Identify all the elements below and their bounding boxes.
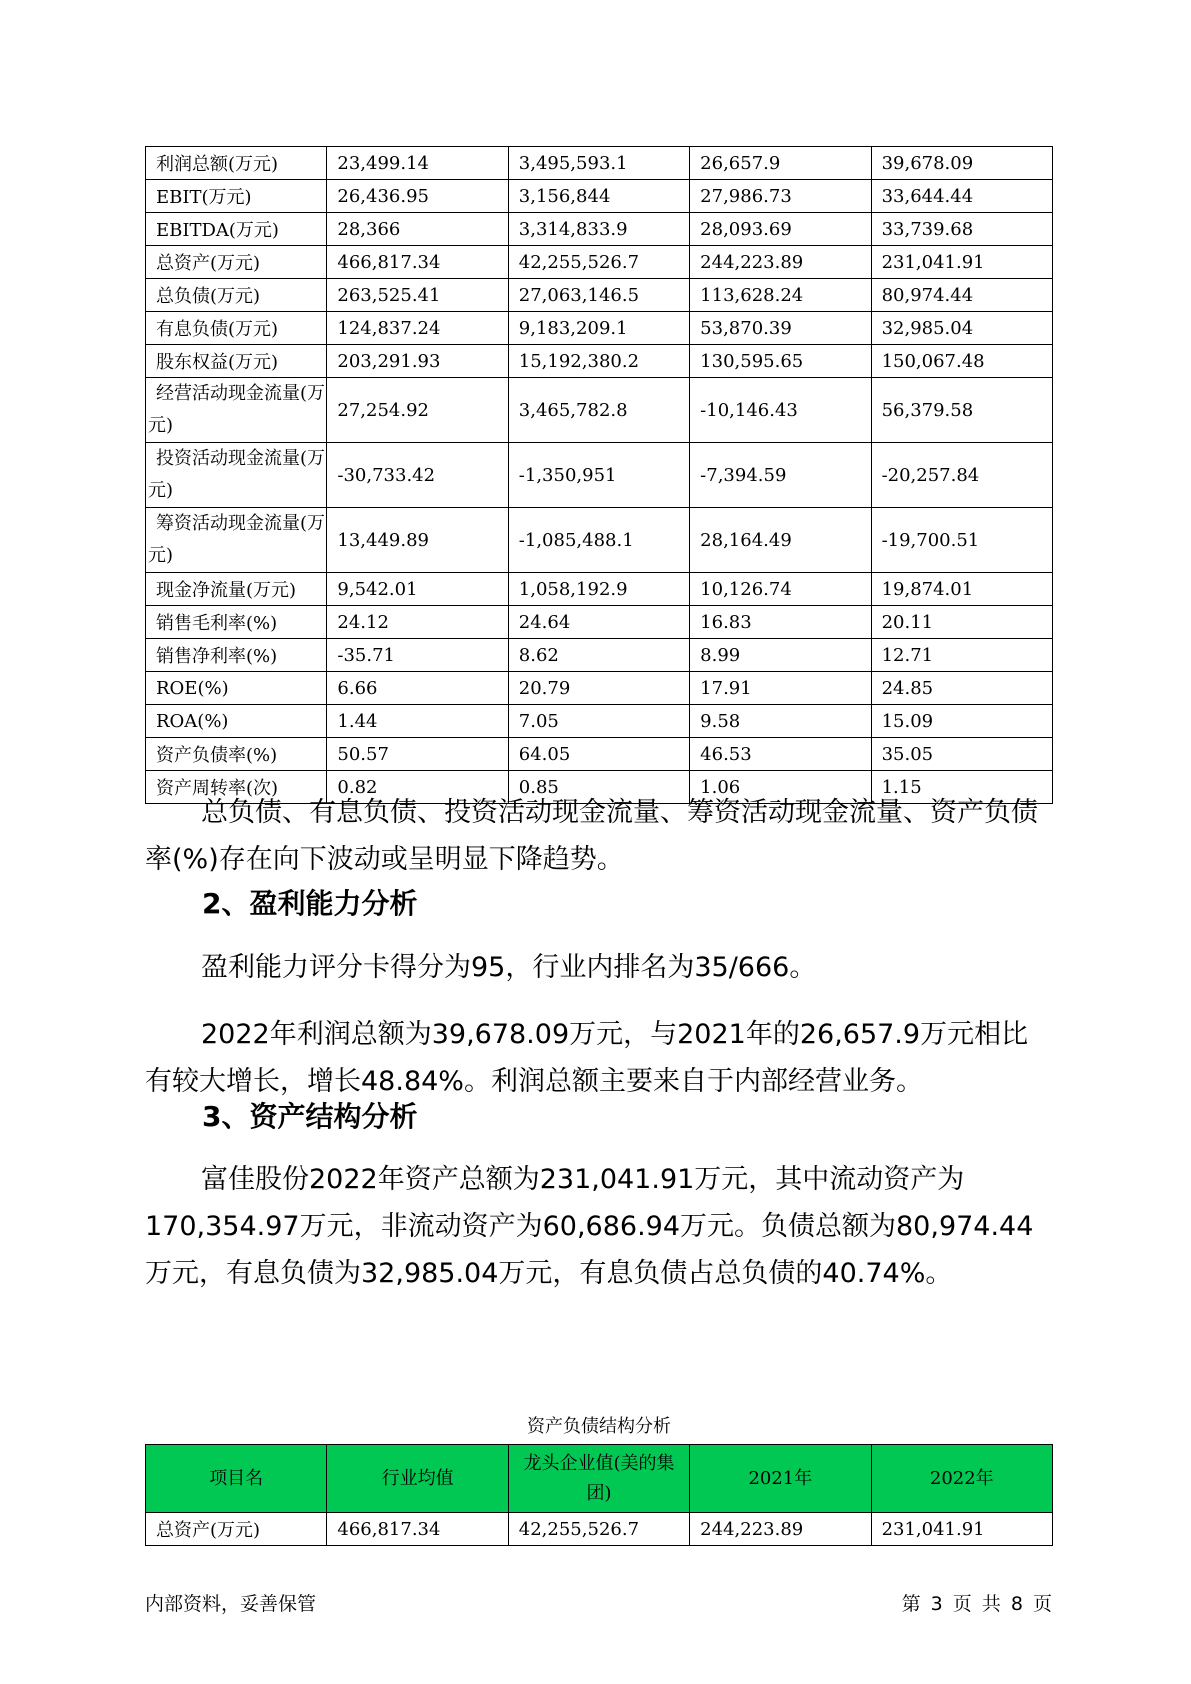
table-row: [146, 573, 1053, 606]
table-cell: 1,058,192.9: [508, 573, 689, 606]
table-cell: 33,644.44: [871, 180, 1052, 213]
table-caption: 资产负债结构分析: [527, 1416, 671, 1437]
table-cell: 1.15: [871, 771, 1052, 804]
table-cell: 9.58: [690, 705, 871, 738]
header-cell: 龙头企业值(美的集团): [508, 1445, 689, 1513]
table-cell: 3,495,593.1: [508, 147, 689, 180]
row-label: 销售净利率(%): [146, 639, 327, 672]
table-cell: 3,314,833.9: [508, 213, 689, 246]
table-cell: 263,525.41: [327, 279, 508, 312]
table-cell: 3,465,782.8: [508, 378, 689, 443]
table-cell: 3,156,844: [508, 180, 689, 213]
table-cell: 0.85: [508, 771, 689, 804]
structure-paragraph: 富佳股份2022年资产总额为231,041.91万元，其中流动资产为170,354.97万元，非流动资产为60,686.94万元。负债总额为80,974.44万元，有息负债为32,985.04万元，有息负债占总负债的40.74%。: [145, 1164, 1034, 1289]
table-row: [146, 738, 1053, 771]
row-label: 总负债(万元): [146, 279, 327, 312]
table-cell: 15.09: [871, 705, 1052, 738]
table-row: [146, 705, 1053, 738]
table-cell: 244,223.89: [690, 1513, 871, 1546]
row-label: 总资产(万元): [146, 246, 327, 279]
table-row: [146, 378, 1053, 443]
table-cell: 8.99: [690, 639, 871, 672]
row-label: 经营活动现金流量(万元): [146, 378, 327, 443]
table-cell: 46.53: [690, 738, 871, 771]
section-heading-profitability: 2、盈利能力分析: [202, 887, 418, 920]
table-cell: 27,986.73: [690, 180, 871, 213]
table-cell: 26,436.95: [327, 180, 508, 213]
table-cell: -10,146.43: [690, 378, 871, 443]
row-label: 现金净流量(万元): [146, 573, 327, 606]
row-label: 利润总额(万元): [146, 147, 327, 180]
row-label: EBIT(万元): [146, 180, 327, 213]
row-label: 投资活动现金流量(万元): [146, 443, 327, 508]
table-cell: 24.64: [508, 606, 689, 639]
table-cell: 24.12: [327, 606, 508, 639]
table-cell: 56,379.58: [871, 378, 1052, 443]
table-cell: 231,041.91: [871, 1513, 1052, 1546]
table-cell: 20.11: [871, 606, 1052, 639]
table-row: [146, 345, 1053, 378]
table-cell: 28,093.69: [690, 213, 871, 246]
table-row: [146, 180, 1053, 213]
table-cell: 0.82: [327, 771, 508, 804]
table-row: [146, 279, 1053, 312]
table-cell: 53,870.39: [690, 312, 871, 345]
table-cell: 15,192,380.2: [508, 345, 689, 378]
table-cell: 466,817.34: [327, 246, 508, 279]
table-row: [146, 213, 1053, 246]
asset-liability-structure-table: [145, 1444, 1053, 1546]
table-row: [146, 147, 1053, 180]
table-cell: 9,542.01: [327, 573, 508, 606]
table-row: [146, 1513, 1053, 1546]
table-cell: 42,255,526.7: [508, 1513, 689, 1546]
table-cell: -20,257.84: [871, 443, 1052, 508]
trend-paragraph: 总负债、有息负债、投资活动现金流量、筹资活动现金流量、资产负债率(%)存在向下波动或呈明显下降趋势。: [145, 797, 1038, 875]
table-cell: 42,255,526.7: [508, 246, 689, 279]
header-cell: 2022年: [871, 1445, 1052, 1513]
table-cell: -19,700.51: [871, 508, 1052, 573]
table-cell: 12.71: [871, 639, 1052, 672]
section-heading-asset-structure: 3、资产结构分析: [202, 1100, 418, 1133]
table-cell: 50.57: [327, 738, 508, 771]
table-row: [146, 443, 1053, 508]
table-cell: 23,499.14: [327, 147, 508, 180]
table-row: [146, 508, 1053, 573]
table-cell: 203,291.93: [327, 345, 508, 378]
row-label: 资产周转率(次): [146, 771, 327, 804]
table-cell: 7.05: [508, 705, 689, 738]
table-cell: 26,657.9: [690, 147, 871, 180]
table-cell: 28,366: [327, 213, 508, 246]
header-cell: 项目名: [146, 1445, 327, 1513]
table-cell: 130,595.65: [690, 345, 871, 378]
table-cell: 28,164.49: [690, 508, 871, 573]
header-cell: 2021年: [690, 1445, 871, 1513]
table-header-row: [146, 1445, 1053, 1513]
table-cell: 150,067.48: [871, 345, 1052, 378]
table-cell: 466,817.34: [327, 1513, 508, 1546]
row-label: 总资产(万元): [146, 1513, 327, 1546]
table-cell: 6.66: [327, 672, 508, 705]
row-label: ROE(%): [146, 672, 327, 705]
table-cell: 113,628.24: [690, 279, 871, 312]
table-cell: 19,874.01: [871, 573, 1052, 606]
table-cell: 33,739.68: [871, 213, 1052, 246]
table-cell: 8.62: [508, 639, 689, 672]
row-label: EBITDA(万元): [146, 213, 327, 246]
table-cell: 231,041.91: [871, 246, 1052, 279]
table-row: [146, 246, 1053, 279]
footer-confidential-note: 内部资料，妥善保管: [145, 1593, 317, 1615]
table-cell: 32,985.04: [871, 312, 1052, 345]
table-cell: 39,678.09: [871, 147, 1052, 180]
table-cell: 1.06: [690, 771, 871, 804]
table-cell: 10,126.74: [690, 573, 871, 606]
table-row: [146, 606, 1053, 639]
table-cell: -1,085,488.1: [508, 508, 689, 573]
table-cell: 64.05: [508, 738, 689, 771]
table-cell: 9,183,209.1: [508, 312, 689, 345]
row-label: 资产负债率(%): [146, 738, 327, 771]
table-cell: -7,394.59: [690, 443, 871, 508]
profit-paragraph: 2022年利润总额为39,678.09万元，与2021年的26,657.9万元相比有较大增长，增长48.84%。利润总额主要来自于内部经营业务。: [145, 1019, 1029, 1097]
table-row: [146, 672, 1053, 705]
table-cell: -1,350,951: [508, 443, 689, 508]
table-cell: -35.71: [327, 639, 508, 672]
table-cell: 35.05: [871, 738, 1052, 771]
table-cell: 1.44: [327, 705, 508, 738]
row-label: ROA(%): [146, 705, 327, 738]
score-paragraph: 盈利能力评分卡得分为95，行业内排名为35/666。: [201, 952, 817, 983]
row-label: 股东权益(万元): [146, 345, 327, 378]
table-cell: 13,449.89: [327, 508, 508, 573]
row-label: 筹资活动现金流量(万元): [146, 508, 327, 573]
table-cell: 17.91: [690, 672, 871, 705]
table-row: [146, 639, 1053, 672]
table-cell: 24.85: [871, 672, 1052, 705]
table-row: [146, 312, 1053, 345]
table-cell: 124,837.24: [327, 312, 508, 345]
table-cell: 80,974.44: [871, 279, 1052, 312]
table-cell: -30,733.42: [327, 443, 508, 508]
table-cell: 244,223.89: [690, 246, 871, 279]
table-cell: 27,254.92: [327, 378, 508, 443]
table-cell: 27,063,146.5: [508, 279, 689, 312]
row-label: 销售毛利率(%): [146, 606, 327, 639]
financial-metrics-table: [145, 146, 1053, 804]
row-label: 有息负债(万元): [146, 312, 327, 345]
table-cell: 16.83: [690, 606, 871, 639]
footer-page-number: 第 3 页 共 8 页: [901, 1593, 1052, 1615]
header-cell: 行业均值: [327, 1445, 508, 1513]
table-cell: 20.79: [508, 672, 689, 705]
